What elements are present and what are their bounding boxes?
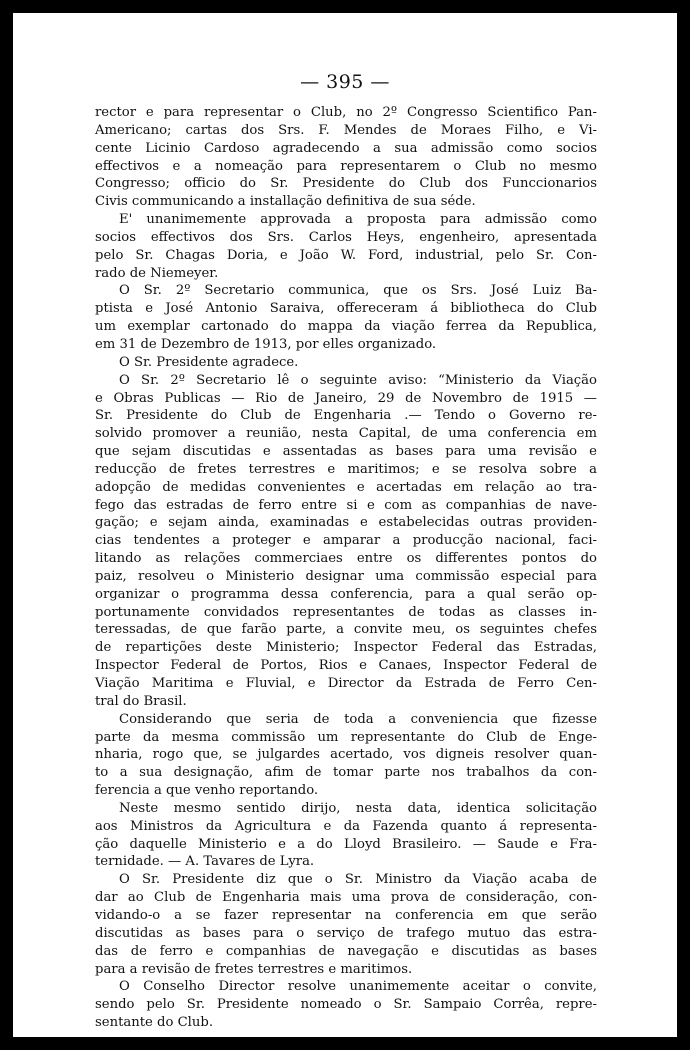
text-line: de repartições deste Ministerio; Inspector Federal das Estradas,	[95, 640, 597, 656]
text-line: adopção de medidas convenientes e acertadas em relação ao tra-	[95, 479, 597, 495]
text-line: em 31 de Dezembro de 1913, por elles organizado.	[95, 336, 437, 352]
text-line: Sr. Presidente do Club de Engenharia .— Tendo o Governo re-	[95, 408, 597, 424]
text-line: litando as relações commerciaes entre os differentes pontos do	[95, 551, 597, 567]
text-line: gação; e sejam ainda, examinadas e estabelecidas outras providen-	[95, 515, 597, 531]
text-line: ptista e José Antonio Saraiva, offereceram á bibliotheca do Club	[95, 301, 597, 317]
text-line: O Sr. 2º Secretario communica, que os Srs. José Luiz Ba-	[119, 283, 597, 299]
text-line: que sejam discutidas e assentadas as bases para uma revisão e	[95, 444, 597, 460]
text-line: solvido promover a reunião, nesta Capital, de uma conferencia em	[95, 426, 597, 442]
text-line: dar ao Club de Engenharia mais uma prova de consideração, con-	[95, 890, 597, 906]
text-line: cente Licinio Cardoso agradecendo a sua admissão como socios	[95, 140, 597, 156]
text-line: O Sr. Presidente agradece.	[119, 354, 299, 370]
text-line: pelo Sr. Chagas Doria, e João W. Ford, industrial, pelo Sr. Con-	[95, 247, 597, 263]
page-number: — 395 —	[300, 71, 390, 93]
text-line: ção daquelle Ministerio e a do Lloyd Brasileiro. — Saude e Fra-	[95, 836, 597, 852]
text-line: O Conselho Director resolve unanimemente aceitar o convite,	[119, 979, 597, 995]
text-line: sendo pelo Sr. Presidente nomeado o Sr. Sampaio Corrêa, repre-	[95, 997, 597, 1013]
text-line: rector e para representar o Club, no 2º Congresso Scientifico Pan-	[95, 105, 597, 120]
document-page	[13, 13, 677, 1037]
text-line: Neste mesmo sentido dirijo, nesta data, identica solicitação	[119, 800, 597, 816]
text-line: vidando-o a se fazer representar na conferencia em que serão	[95, 907, 597, 923]
text-line: um exemplar cartonado do mappa da viação ferrea da Republica,	[95, 319, 597, 335]
text-line: portunamente convidados representantes de todas as classes in-	[95, 604, 597, 620]
text-line: O Sr. 2º Secretario lê o seguinte aviso: “Ministerio da Viação	[119, 372, 597, 388]
text-line: sentante do Club.	[95, 1015, 214, 1031]
text-line: parte da mesma commissão um representante do Club de Enge-	[95, 729, 597, 745]
text-line: organizar o programma dessa conferencia, para a qual serão op-	[95, 586, 597, 602]
text-line: ternidade. — A. Tavares de Lyra.	[95, 854, 315, 870]
text-line: Viação Maritima e Fluvial, e Director da Estrada de Ferro Cen-	[95, 676, 597, 691]
text-line: reducção de fretes terrestres e maritimos; e se resolva sobre a	[95, 461, 597, 477]
text-line: rado de Niemeyer.	[95, 265, 219, 281]
text-line: teressadas, de que farão parte, a convite meu, os seguintes chefes	[95, 622, 597, 638]
text-line: effectivos e a nomeação para representarem o Club no mesmo	[95, 158, 597, 174]
text-line: Considerando que seria de toda a conveniencia que fizesse	[119, 711, 597, 727]
text-line: socios effectivos dos Srs. Carlos Heys, engenheiro, apresentada	[95, 229, 597, 245]
text-line: E' unanimemente approvada a proposta para admissão como	[119, 212, 597, 228]
text-line: discutidas as bases para o serviço de trafego mutuo das estra-	[95, 925, 597, 941]
text-line: nharia, rogo que, se julgardes acertado, vos digneis resolver quan-	[95, 747, 597, 763]
text-line: Civis communicando a installação definitiva de sua séde.	[95, 194, 476, 210]
text-line: ferencia a que venho reportando.	[95, 783, 319, 799]
text-line: aos Ministros da Agricultura e da Fazenda quanto á representa-	[95, 818, 597, 834]
text-line: cias tendentes a proteger e amparar a producção nacional, faci-	[95, 533, 597, 549]
text-line: Americano; cartas dos Srs. F. Mendes de Moraes Filho, e Vi-	[95, 122, 597, 138]
body-text	[95, 104, 597, 1032]
text-line: fego das estradas de ferro entre si e com as companhias de nave-	[95, 497, 597, 513]
text-line: paiz, resolveu o Ministerio designar uma commissão especial para	[95, 568, 597, 584]
text-line: to a sua designação, afim de tomar parte nos trabalhos da con-	[95, 765, 597, 781]
text-line: Congresso; officio do Sr. Presidente do Club dos Funccionarios	[95, 176, 597, 192]
text-line: O Sr. Presidente diz que o Sr. Ministro da Viação acaba de	[119, 872, 597, 888]
text-line: das de ferro e companhias de navegação e discutidas as bases	[95, 943, 597, 959]
text-line: para a revisão de fretes terrestres e maritimos.	[95, 961, 413, 977]
text-line: Inspector Federal de Portos, Rios e Canaes, Inspector Federal de	[95, 658, 597, 674]
text-line: tral do Brasil.	[95, 693, 187, 709]
text-line: e Obras Publicas — Rio de Janeiro, 29 de Novembro de 1915 —	[95, 390, 597, 406]
